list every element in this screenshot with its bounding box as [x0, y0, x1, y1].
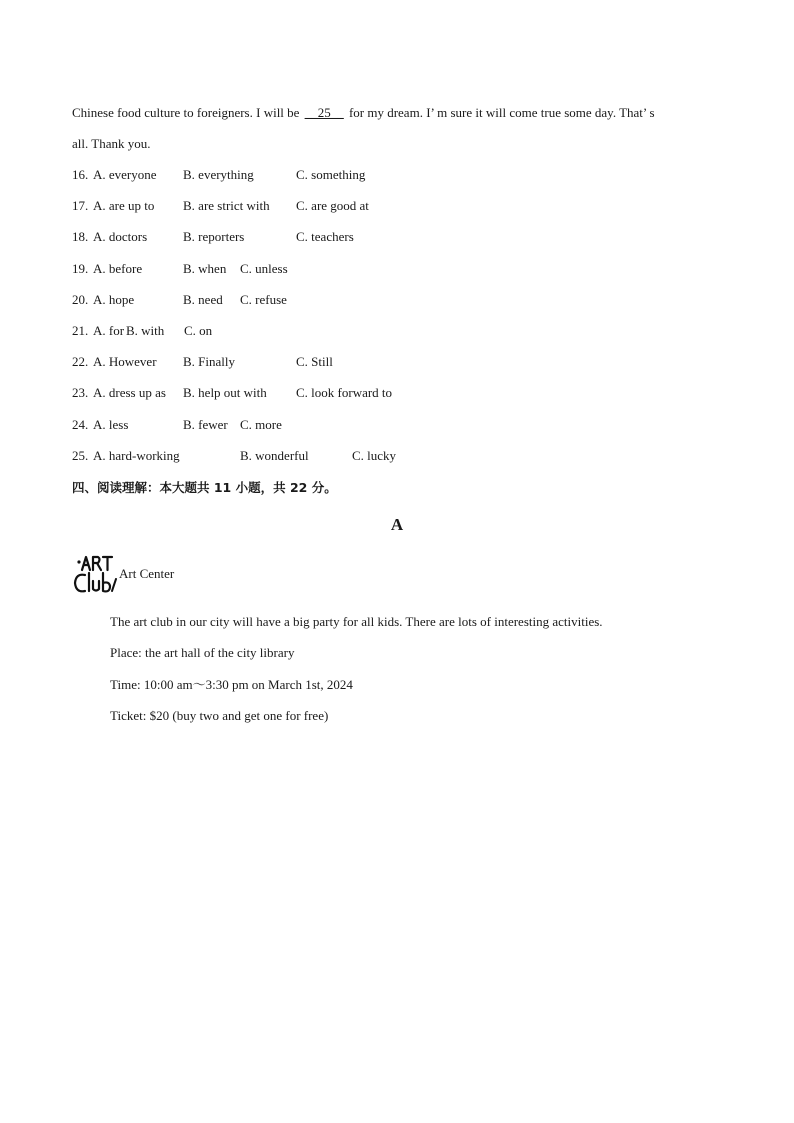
question-number: 25.	[72, 448, 89, 463]
passage-line-1	[72, 105, 655, 121]
question-number: 21.	[72, 323, 89, 338]
option-b: B. reporters	[183, 229, 245, 244]
passage-letter: A	[390, 515, 404, 534]
option-c: C. on	[184, 323, 213, 338]
option-b: B. fewer	[183, 417, 228, 432]
option-b: B. need	[183, 292, 223, 307]
option-a: A. doctors	[93, 229, 148, 244]
art-club-logo	[72, 553, 118, 595]
passage-line-2: all. Thank you.	[72, 136, 151, 151]
option-c: C. lucky	[352, 448, 397, 463]
passage-text-after-blank: for my dream. I’ m sure it will come true some day. That’ s	[345, 105, 655, 120]
option-c: C. Still	[296, 354, 333, 369]
question-number: 18.	[72, 229, 89, 244]
passage-text-before-blank: Chinese food culture to foreigners. I will be	[72, 105, 303, 120]
option-b: B. wonderful	[240, 448, 309, 463]
option-b: B. when	[183, 261, 227, 276]
option-b: B. with	[126, 323, 165, 338]
option-b: B. everything	[183, 167, 254, 182]
event-ticket: Ticket: $20 (buy two and get one for free)	[110, 708, 329, 723]
option-a: A. dress up as	[93, 385, 166, 400]
option-b: B. help out with	[183, 385, 267, 400]
option-a: A. However	[93, 354, 157, 369]
option-a: A. hope	[93, 292, 135, 307]
option-c: C. refuse	[240, 292, 287, 307]
option-a: A. before	[93, 261, 143, 276]
option-a: A. less	[93, 417, 129, 432]
question-number: 23.	[72, 385, 89, 400]
event-time: Time: 10:00 am～3:30 pm on March 1st, 2024	[110, 677, 353, 692]
option-a: A. are up to	[93, 198, 155, 213]
event-place: Place: the art hall of the city library	[110, 645, 295, 660]
option-c: C. something	[296, 167, 366, 182]
option-a: A. hard-working	[93, 448, 180, 463]
question-number: 19.	[72, 261, 89, 276]
question-number: 17.	[72, 198, 89, 213]
option-c: C. teachers	[296, 229, 354, 244]
option-c: C. unless	[240, 261, 288, 276]
option-b: B. are strict with	[183, 198, 270, 213]
logo-label: Art Center	[119, 566, 175, 581]
question-number: 22.	[72, 354, 89, 369]
blank-25: __25__	[304, 105, 344, 120]
section-heading: 四、阅读理解：本大题共 11 小题，共 22 分。	[72, 480, 337, 495]
option-c: C. more	[240, 417, 282, 432]
option-c: C. look forward to	[296, 385, 393, 400]
option-b: B. Finally	[183, 354, 236, 369]
question-number: 16.	[72, 167, 89, 182]
question-number: 24.	[72, 417, 89, 432]
option-a: A. for	[93, 323, 125, 338]
passage-intro: The art club in our city will have a big party for all kids. There are lots of interesting activities.	[110, 614, 603, 629]
question-number: 20.	[72, 292, 89, 307]
option-c: C. are good at	[296, 198, 369, 213]
option-a: A. everyone	[93, 167, 157, 182]
